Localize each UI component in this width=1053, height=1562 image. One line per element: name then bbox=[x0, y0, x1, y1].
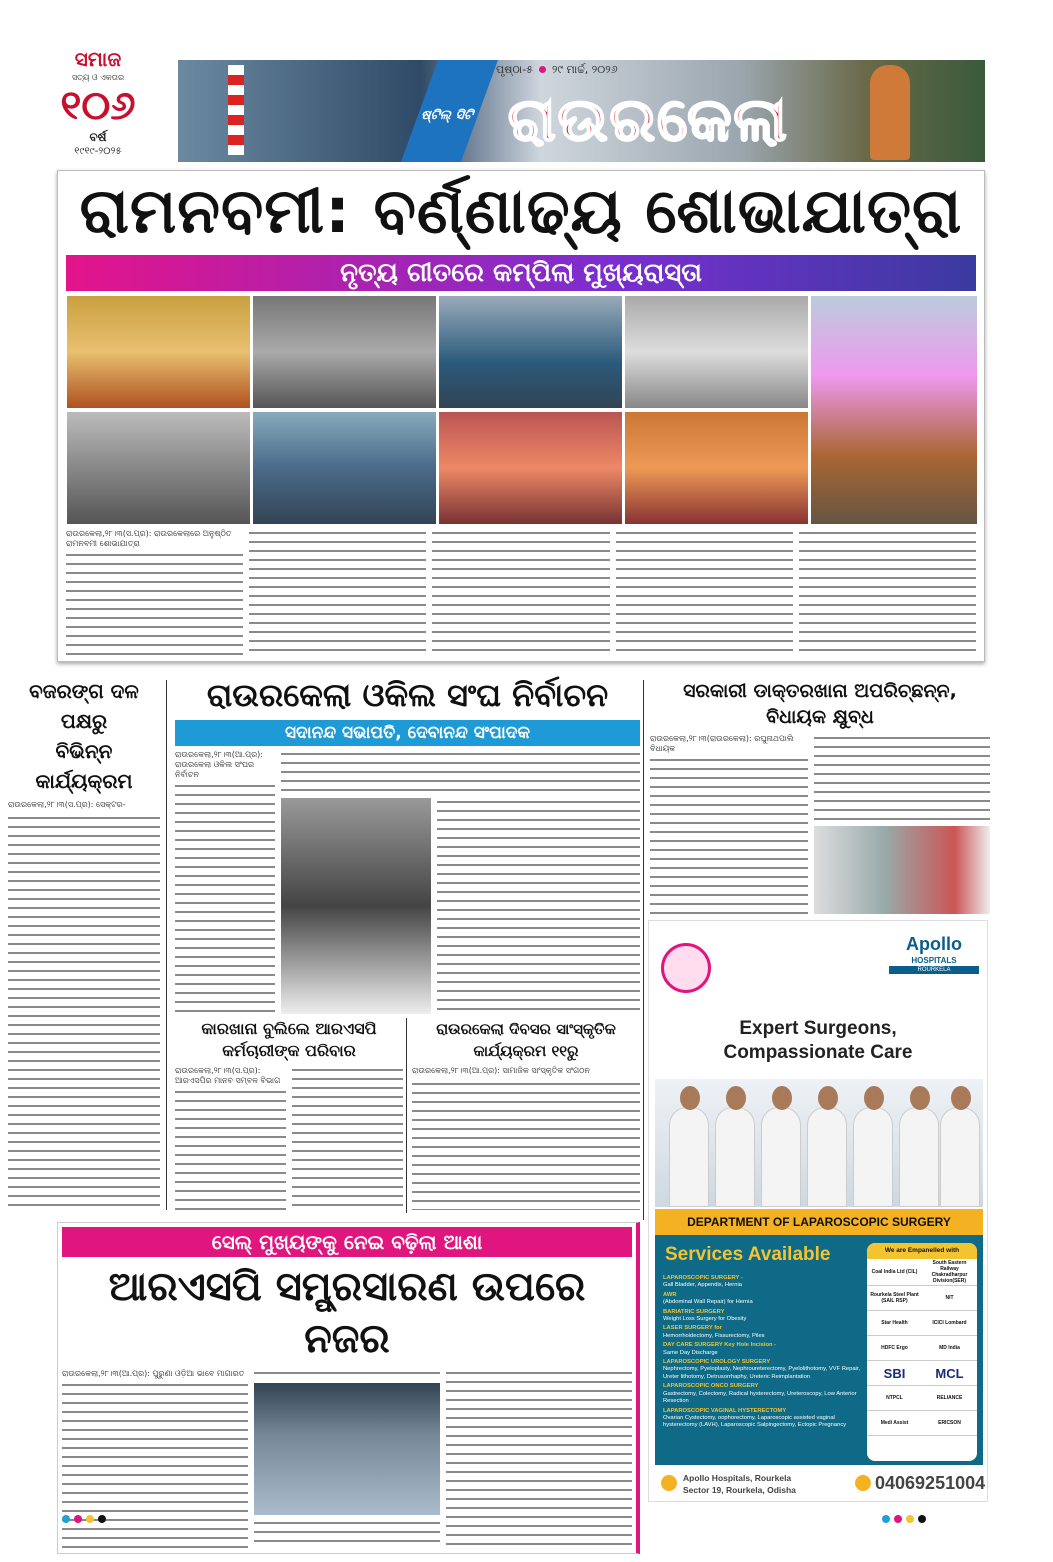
lead-subheadline: ନୃତ୍ୟ ଗୀତରେ କମ୍ପିଲା ମୁଖ୍ୟରାସ୍ତା bbox=[66, 255, 976, 291]
empanelled-partner: MCL bbox=[922, 1361, 977, 1386]
department-banner: DEPARTMENT OF LAPAROSCOPIC SURGERY bbox=[655, 1209, 983, 1235]
empanelled-partner: Star Health bbox=[867, 1311, 922, 1336]
empanelled-partner: RELIANCE bbox=[922, 1386, 977, 1411]
empanelled-grid bbox=[867, 1259, 977, 1436]
bar-election-subheadline: ସଦାନନ୍ଦ ସଭାପତି, ଦେବାନନ୍ଦ ସଂପାଦକ bbox=[175, 720, 640, 746]
tower-image bbox=[228, 65, 244, 155]
service-item bbox=[663, 1408, 863, 1430]
article-dateline: ରାଉରକେଲା,୨୮।୩(ରାଉରକେଲା): ରଘୁନାଥପାଲି ବିଧାୟକ bbox=[650, 734, 794, 753]
empanelled-panel bbox=[867, 1243, 977, 1461]
tagline-line: Compassionate Care bbox=[723, 1042, 913, 1063]
service-detail: Gall Bladder, Appendix, Hernia bbox=[663, 1282, 742, 1289]
photo-hospital-visit bbox=[814, 826, 990, 914]
photo-dancers bbox=[438, 411, 623, 525]
bajrang-dal-story bbox=[8, 676, 160, 1210]
rsp-kicker: ସେଲ୍ ମୁଖ୍ୟଙ୍କୁ ନେଇ ବଢ଼ିଲା ଆଶା bbox=[62, 1227, 632, 1257]
newspaper-logo bbox=[28, 46, 168, 158]
photo-ship-tableau bbox=[438, 295, 623, 409]
photo-steel-plant-gate bbox=[254, 1383, 440, 1515]
photo-gallery bbox=[66, 295, 976, 525]
issue-date: ୨୯ ମାର୍ଚ୍ଚ, ୨୦୨୬ bbox=[552, 63, 618, 76]
bar-election-headline: ରାଉରକେଲା ଓକିଲ ସଂଘ ନିର୍ବାଚନ bbox=[206, 676, 609, 714]
lead-headline: ରାମନବମୀ: ବର୍ଣ୍ଣାଢ୍ୟ ଶୋଭାଯାତ୍ରା bbox=[79, 174, 963, 247]
article-dateline: ରାଉରକେଲା,୨୮।୩(ସ.ପ୍ର): ଆରଏସପିର ମାନବ ସମ୍ବଳ ବିଭାଗ bbox=[175, 1066, 281, 1085]
brand-sub: HOSPITALS bbox=[911, 956, 957, 965]
service-detail: Hemorrhoidectomy, Fissurectomy, Piles bbox=[663, 1332, 765, 1339]
apollo-logo bbox=[889, 933, 979, 974]
edition-banner bbox=[178, 60, 985, 162]
services-title: Services Available bbox=[665, 1244, 831, 1265]
service-title: LAPAROSCOPIC UROLOGY SURGERY bbox=[663, 1359, 771, 1366]
logo-title: ସମାଜ bbox=[74, 47, 122, 71]
rourkela-day-story bbox=[412, 1018, 640, 1210]
rourkela-day-headline: ରାଉରକେଲା ଦିବସର ସାଂସ୍କୃତିକ କାର୍ଯ୍ୟକ୍ରମ ୧୧ରୁ bbox=[436, 1020, 616, 1060]
tagline-line: Expert Surgeons, bbox=[739, 1018, 897, 1039]
article-dateline: ରାଉରକେଲା,୨୮।୩(ଆ.ପ୍ର): ରାଉରକେଲା ଓକିଲ ସଂଘର ନିର୍ବାଚନ bbox=[175, 750, 263, 779]
services-panel bbox=[655, 1235, 983, 1465]
ad-tagline bbox=[649, 1017, 987, 1065]
service-item bbox=[663, 1383, 863, 1405]
empanelled-partner: Rourkela Steel Plant (SAIL RSP) bbox=[867, 1286, 922, 1311]
photo-crowd bbox=[624, 411, 809, 525]
edition-name: ରାଉରକେଲା bbox=[508, 85, 789, 155]
empanelled-partner: SBI bbox=[867, 1361, 922, 1386]
services-list bbox=[663, 1275, 863, 1432]
empanelled-partner: Coal India Ltd (CIL) bbox=[867, 1259, 922, 1286]
service-item bbox=[663, 1275, 863, 1290]
service-detail: (Abdominal Wall Repair) for Hernia bbox=[663, 1299, 753, 1306]
article-dateline: ରାଉରକେଲା,୨୮।୩(ଆ.ପ୍ର): ସାମାଜିକ ସାଂସ୍କୃତିକ ସଂଗଠନ bbox=[412, 1066, 590, 1075]
service-title: DAY CARE SURGERY Key Hole Incision - bbox=[663, 1342, 777, 1349]
rsp-expansion-story bbox=[57, 1222, 640, 1554]
address-line: Sector 19, Rourkela, Odisha bbox=[683, 1485, 796, 1495]
apollo-advertisement[interactable] bbox=[648, 920, 988, 1502]
registration-marks bbox=[880, 1508, 928, 1527]
photo-performer bbox=[252, 295, 437, 409]
empanelled-title: We are Empanelled with bbox=[867, 1243, 977, 1259]
bajrang-dal-headline bbox=[8, 676, 160, 796]
service-item bbox=[663, 1309, 863, 1324]
banner-ribbon bbox=[394, 60, 501, 162]
brand-city: ROURKELA bbox=[889, 966, 979, 974]
service-title: LASER SURGERY for bbox=[663, 1325, 722, 1332]
location-pin-icon bbox=[661, 1475, 677, 1491]
factory-visit-story bbox=[175, 1018, 403, 1210]
photo-bar-association bbox=[281, 798, 431, 1014]
ad-footer bbox=[655, 1467, 986, 1501]
logo-years-label: ବର୍ଷ bbox=[89, 130, 107, 144]
empanelled-partner: ICICI Lombard bbox=[922, 1311, 977, 1336]
empanelled-partner: South Eastern Railway Chakradharpur Division(SER) bbox=[922, 1259, 977, 1286]
page-info bbox=[496, 63, 618, 77]
empanelled-partner: MD India bbox=[922, 1336, 977, 1361]
article-dateline: ରାଉରକେଲା,୨୮।୩(ସ.ପ୍ର): ସେକ୍ଟର- bbox=[8, 800, 126, 809]
service-title: AWR bbox=[663, 1291, 677, 1298]
logo-tagline: ସତ୍ୟ ଓ ଏକତାର bbox=[71, 73, 125, 82]
nabh-seal-icon bbox=[661, 943, 711, 993]
lead-story bbox=[57, 170, 985, 662]
headline-line: ବଜରଙ୍ଗ ଦଳ ପକ୍ଷରୁ bbox=[29, 679, 139, 733]
phone-icon bbox=[855, 1475, 871, 1491]
logo-years: ୧୯୧୯-୨୦୨୫ bbox=[74, 146, 122, 157]
empanelled-partner: ERICSON bbox=[922, 1411, 977, 1436]
photo-deities bbox=[66, 295, 251, 409]
service-title: LAPAROSCOPIC SURGERY - bbox=[663, 1275, 743, 1281]
service-item bbox=[663, 1359, 863, 1381]
lead-dateline: ରାଉରକେଲା,୨୮।୩(ସ.ପ୍ର): ରାଉରକେଲାରେ ଅନୁଷ୍ଠିତ ରାମନବମୀ ଶୋଭାଯାତ୍ରା bbox=[66, 529, 232, 548]
photo-missile-tableau bbox=[252, 411, 437, 525]
empanelled-partner: Medi Assist bbox=[867, 1411, 922, 1436]
empanelled-partner: HDFC Ergo bbox=[867, 1336, 922, 1361]
service-title: LAPAROSCOPIC VAGINAL HYSTERECTOMY bbox=[663, 1407, 787, 1414]
service-item bbox=[663, 1342, 863, 1357]
service-detail: Weight Loss Surgery for Obesity bbox=[663, 1316, 747, 1323]
registration-marks bbox=[60, 1508, 108, 1527]
service-item bbox=[663, 1325, 863, 1340]
service-detail: Ovarian Cystectomy, oophorectomy, Laparoscopic assisted vaginal hysterectomy (LAVH), Laparoscopic Salpingectomy, Ectopic Pregnancy bbox=[663, 1414, 847, 1429]
service-title: LAPAROSCOPIC ONCO SURGERY bbox=[663, 1383, 759, 1390]
address-line: Apollo Hospitals, Rourkela bbox=[683, 1473, 792, 1483]
photo-procession bbox=[624, 295, 809, 409]
doctors-photo bbox=[655, 1079, 983, 1207]
statue-image bbox=[870, 65, 910, 160]
headline-line: ବିଭିନ୍ନ କାର୍ଯ୍ୟକ୍ରମ bbox=[35, 739, 133, 793]
phone-number[interactable]: 04069251004 bbox=[875, 1473, 986, 1493]
empanelled-partner: NTPCL bbox=[867, 1386, 922, 1411]
empanelled-partner: NIT bbox=[922, 1286, 977, 1311]
factory-visit-headline: କାରଖାନା ବୁଲିଲେ ଆରଏସପି କର୍ମଚାରୀଙ୍କ ପରିବାର bbox=[201, 1019, 377, 1060]
service-detail: Same Day Discharge bbox=[663, 1349, 718, 1356]
logo-anniversary: ୧୦୬ bbox=[60, 83, 136, 129]
service-item bbox=[663, 1292, 863, 1307]
brand-name: Apollo bbox=[906, 934, 962, 954]
photo-vehicle bbox=[66, 411, 251, 525]
rsp-headline: ଆରଏସପି ସମ୍ପ୍ରସାରଣ ଉପରେ ନଜର bbox=[108, 1264, 586, 1362]
ribbon-text: ଷ୍ଟିଲ୍ ସିଟି bbox=[419, 107, 477, 123]
photo-horse-rider bbox=[810, 295, 978, 525]
bar-election-story bbox=[175, 674, 640, 1014]
page-number: ପୃଷ୍ଠା-୫ bbox=[496, 63, 534, 76]
service-detail: Gastrectomy, Colectomy, Radical hysterectomy, Ureteroscopy, Low Anterior Resection bbox=[663, 1390, 857, 1405]
article-dateline: ରାଉରକେଲା,୨୮।୩(ଆ.ପ୍ର): ପୁରୁଣା ଓଡ଼ିଆ ଭାବେ ମାଗାରତ bbox=[62, 1369, 245, 1378]
service-title: BARIATRIC SURGERY bbox=[663, 1308, 725, 1315]
hospital-story bbox=[650, 678, 990, 914]
service-detail: Nephrectomy, Pyeloplasty, Nephroureterectomy, Pyelolithotomy, VVF Repair, Ureter lithotomy, Detrusorrhaphy, Ureteric Reimplantation bbox=[663, 1366, 861, 1380]
hospital-headline: ସରକାରୀ ଡାକ୍ତରଖାନା ଅପରିଚ୍ଛନ୍ନ, ବିଧାୟକ କ୍ଷୁବ୍ଧ bbox=[683, 680, 957, 728]
lead-body bbox=[66, 529, 976, 655]
